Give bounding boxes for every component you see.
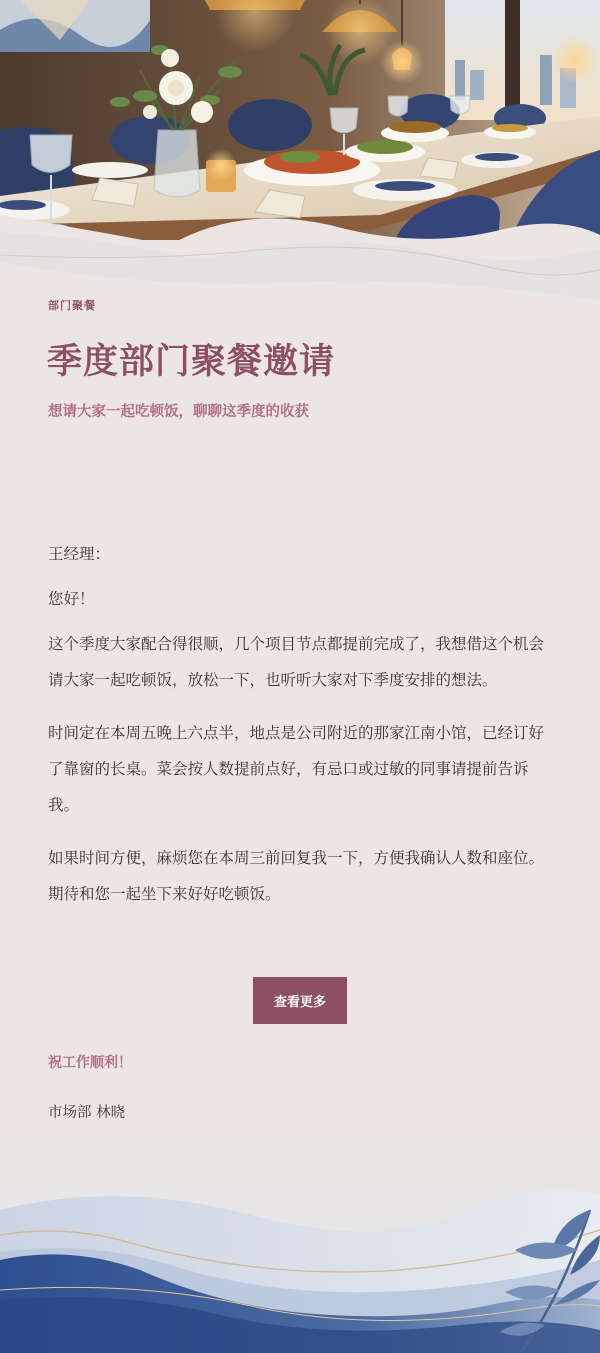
letter-body bbox=[48, 536, 553, 929]
page-subtitle: 想请大家一起吃顿饭，聊聊这季度的收获 bbox=[48, 404, 309, 420]
letter-paragraph: 如果时间方便，麻烦您在本周三前回复我一下，方便我确认人数和座位。期待和您一起坐下来好好吃顿饭。 bbox=[48, 849, 545, 903]
letter-salutation: 王经理： bbox=[48, 545, 111, 563]
view-more-button[interactable]: 查看更多 bbox=[253, 977, 347, 1024]
wave-footer-decoration bbox=[0, 1140, 600, 1353]
category-label: 部门聚餐 bbox=[48, 299, 96, 312]
letter-paragraph: 时间定在本周五晚上六点半，地点是公司附近的那家江南小馆，已经订好了靠窗的长桌。菜会按人数提前点好，有忌口或过敏的同事请提前告诉我。 bbox=[48, 724, 545, 814]
letter-greeting: 您好！ bbox=[48, 590, 95, 608]
sender-signature: 市场部 林晓 bbox=[48, 1105, 126, 1121]
closing-wish: 祝工作顺利！ bbox=[48, 1055, 132, 1071]
restaurant-hero-image bbox=[0, 0, 600, 300]
letter-paragraph: 这个季度大家配合得很顺，几个项目节点都提前完成了，我想借这个机会请大家一起吃顿饭，放松一下，也听听大家对下季度安排的想法。 bbox=[48, 635, 545, 689]
page-title: 季度部门聚餐邀请 bbox=[47, 342, 336, 382]
